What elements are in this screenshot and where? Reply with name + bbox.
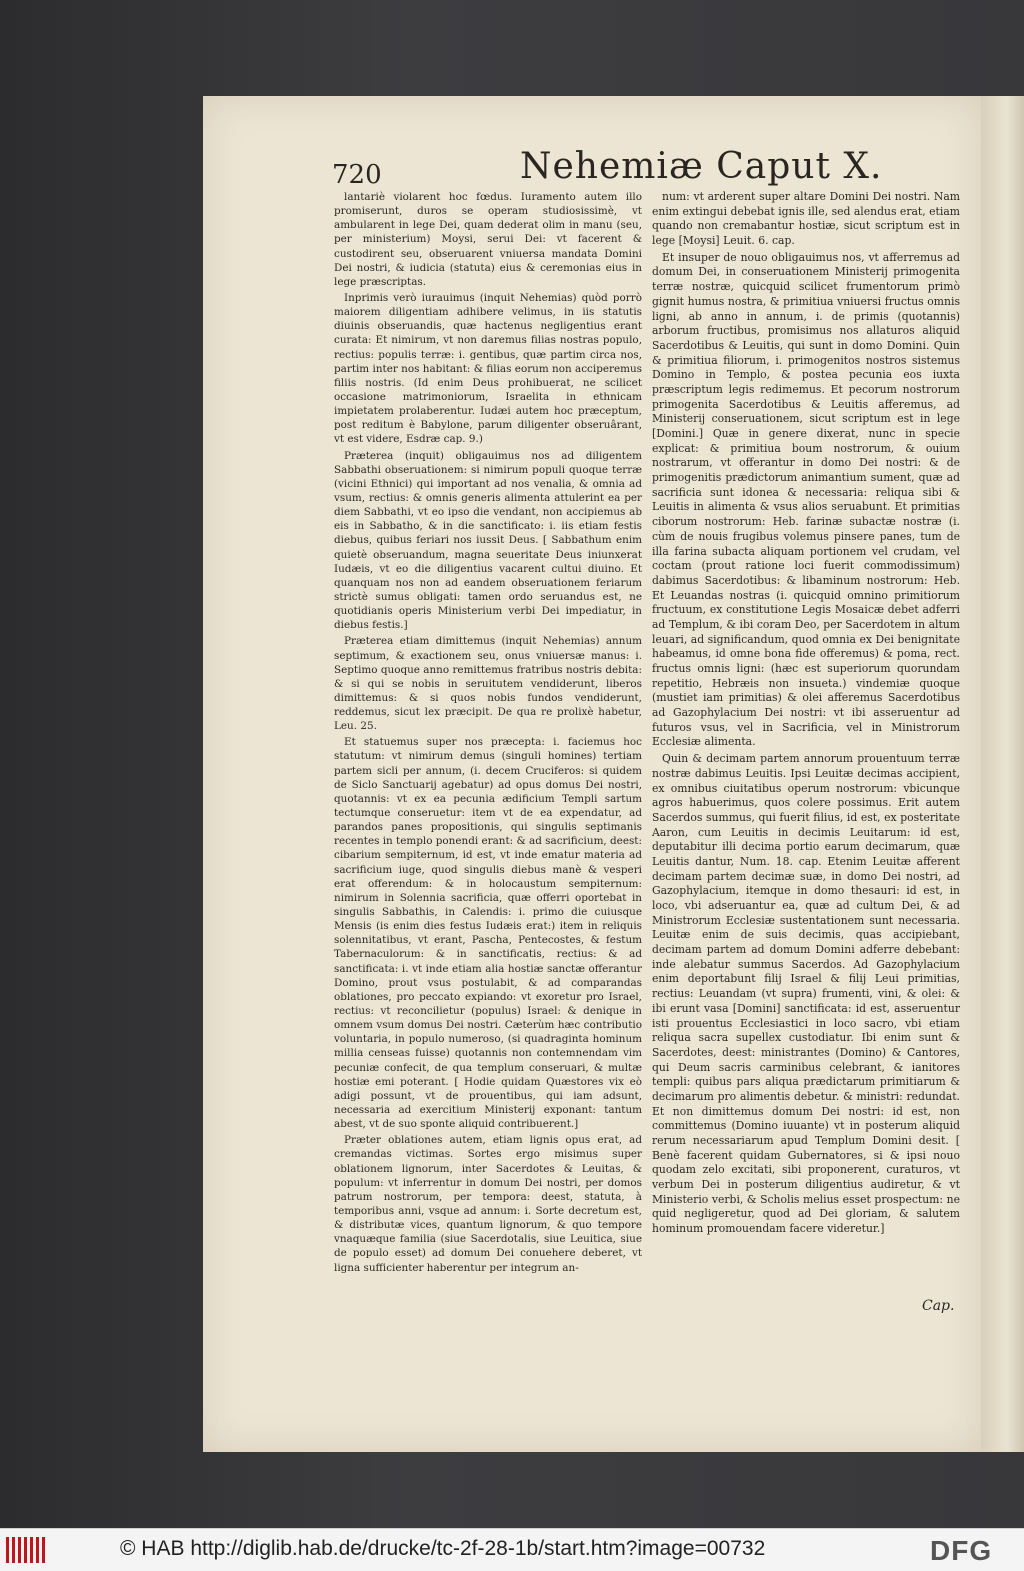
footer-bar (0, 1528, 1024, 1571)
hab-logo-icon (6, 1537, 46, 1563)
paragraph: Præter oblationes autem, etiam lignis opus erat, ad cremandas victimas. Sortes ergo misimus super oblationem lignorum, inter Sacerdotes & Leuitas, & populum: vt inferrentur in domum Dei nostri, per domos patrum nostrorum, per tempora: deest, statuta, à temporibus anni, vsque ad annum: i. Sorte decretum est, & distributæ vices, quantum lignorum, & quo tempore vnaquæque familia (siue Sacerdotalis, siue Leuitica, siue de populo esset) ad domum Dei conuehere deberet, vt ligna sufficienter haberentur per integrum an- (334, 1134, 642, 1274)
paragraph: Præterea (inquit) obligauimus nos ad diligentem Sabbathi obseruationem: si nimirum populi quoque terræ (vicini Ethnici) qui important ad nos venalia, & omnia ad vsum, rectius: & omnis generis alimenta attulerint ea per diem Sabbathi, vt eo ipso die vendant, non accipiemus ab eis in Sabbatho, & in die sanctificato: i. iis etiam festis diebus, quibus feriari nos iussit Deus. [ Sabbathum enim quietè obseruandum, magna seueritate Deus iniunxerat Iudæis, vt eo die diligentius vacarent cultui diuino. Et quanquam nos non ad eandem obseruationem feriarum strictè sumus obligati: tamen ordo seruandus est, ne quotidianis operis Ministerium verbi Dei impediatur, in diebus festis.] (334, 449, 642, 632)
left-text-column (334, 190, 642, 1277)
facing-page-edge (981, 96, 1024, 1452)
paragraph: Inprimis verò iurauimus (inquit Nehemias) quòd porrò maiorem diligentiam adhibere velimus, in iis statutis diuinis obseruandis, quæ hactenus negligentius erant curata: Et nimirum, vt non daremus filias nostras populo, rectius: populis terræ: i. gentibus, quæ partim circa nos, partim inter nos habitant: & filias eorum non acciperemus filiis nostris. (Id enim Deus prohibuerat, ne scilicet occasione matrimoniorum, Israelita in ethnicam impietatem prolaberentur. Iudæi autem hoc præceptum, post reditum è Babylone, parum diligenter obseruârant, vt est videre, Esdræ cap. 9.) (334, 291, 642, 446)
footer-url[interactable]: © HAB http://diglib.hab.de/drucke/tc-2f-28-1b/start.htm?image=00732 (120, 1537, 766, 1560)
paragraph: Et insuper de nouo obligauimus nos, vt afferremus ad domum Dei, in conseruationem Ministerij primogenita terræ nostræ, quicquid scilicet frumentorum primò gignit humus nostra, & primitiua vniuersi fructus omnis ligni, ab anno in annum, i. de primis (quotannis) arborum fructibus, promisimus nos allaturos aliquid Sacerdotibus & Leuitis, qui sunt in domo Domini. Quin & primitiua filiorum, i. primogenitos nostros sistemus Domino in Templo, & postea pecunia eos iuxta præscriptum legis redimemus. Et pecorum nostrorum primogenita Sacerdotibus & Leuitis afferemus, ad Ministerij conseruationem, sicut scriptum est in lege [Domini.] Quæ in genere dixerat, nunc in specie explicat: & primitiua boum nostrorum, & ouium nostrarum, vt offerantur in domo Dei nostri: & de primogenitis prædictorum animantium sument, quæ ad sacrificia sunt idonea & necessaria: reliqua sibi & Leuitis in alimenta & vsus alios seruabunt. Et primitias ciborum nostrorum: Heb. farinæ subactæ nostræ (i. cùm de nouis frugibus volemus pinsere panes, tum de illa farina subacta aliquam portionem vel crudam, vel coctam (prout ratione loci fuerit commodissimum) dabimus Sacerdotibus: & libaminum nostrorum: Heb. Et Leuandas nostras (i. quicquid omnino primitiorum fructuum, ex constitutione Legis Mosaicæ debet adferri ad Templum, & ibi coram Deo, per Sacerdotem in altum leuari, ad significandum, quod omnia ex Dei benignitate habeamus, id omne bona fide offeremus) & poma, rect. fructus omnis ligni: (hæc est superiorum quorundam repetitio, Hebræis non insueta.) vindemiæ quoque (mustiet iam primitias) & olei afferemus Sacerdotibus ad Gazophylacium Dei nostri: vt ibi asseruentur ad futuros vsus, vel in Sacrificia, vel in Ministrorum Ecclesiæ alimenta. (652, 250, 960, 749)
right-text-column (652, 190, 960, 1239)
dfg-logo: DFG (930, 1535, 993, 1566)
paragraph: Et statuemus super nos præcepta: i. faciemus hoc statutum: vt nimirum demus (singuli homines) tertiam partem sicli per annum, (i. decem Cruciferos: si quidem de Siclo Sanctuarij agebatur) ad opus domus Dei nostri, quotannis: vt ex ea pecunia ædificium Templi sartum tectumque conseruetur: item vt de ea expendatur, ad parandos panes propositionis, qui singulis septimanis recentes in templo ponendi erant: & ad sacrificium, deest: cibarium sempiternum, id est, vt inde ematur materia ad sacrificium iuge, quod singulis diebus manè & vesperi erat offerendum: & in holocaustum sempiternum: nimirum in Solennia sacrificia, quæ offerri oportebat in singulis Sabbathis, in Calendis: i. primo die cuiusque Mensis (is enim dies festus Iudæis erat:) item in reliquis solennitatibus, vt erant, Pascha, Pentecostes, & festum Tabernaculorum: & in sanctificatis, rectius: & ad sanctificata: i. vt inde etiam alia hostiæ sanctæ offerantur Domino, prout vsus postulabit, & ad comparandas oblationes, pro peccato expiando: vt exoretur pro Israel, rectius: vt reconcilietur (populus) Israel: & denique in omnem vsum domus Dei nostri. Cæterùm hæc contributio voluntaria, in populo numeroso, (si quadraginta hominum millia censeas fuisse) quotannis non contemnendam vim pecuniæ confecit, de qua templum conseruari, & multæ hostiæ emi poterant. [ Hodie quidam Quæstores vix eò adigi possunt, vt de prouentibus, qui iam adsunt, necessaria ad exercitium Ministerij exponant: tantum abest, vt de suo sponte aliquid contribuerent.] (334, 736, 642, 1131)
paragraph: lantariè violarent hoc fœdus. Iuramento autem illo promiserunt, duros se operam studiosissimè, vt ambularent in lege Dei, quam dederat olim in manu (seu, per ministerium) Moysi, serui Dei: vt facerent & custodirent seu, obseruarent vniuersa mandata Domini Dei nostri, & iudicia (statuta) eius & ceremonias eius in lege præscriptas. (334, 191, 642, 288)
page-number: 720 (332, 160, 382, 190)
catchword: Cap. (922, 1298, 955, 1314)
paragraph: Præterea etiam dimittemus (inquit Nehemias) annum septimum, & exactionem seu, onus vniuersæ manus: i. Septimo quoque anno remittemus fratribus nostris debita: & si qui se nobis in seruitutem vendiderunt, liberos dimittemus: & si quos nobis fundos vendiderunt, reddemus, sicut lex præcipit. De qua re prolixè habetur, Leu. 25. (334, 635, 642, 733)
paragraph: Quin & decimam partem annorum prouentuum terræ nostræ dabimus Leuitis. Ipsi Leuitæ decimas accipient, ex omnibus ciuitatibus operum nostrorum: vbicunque agros habuerimus, quos colere possimus. Erit autem Sacerdos summus, qui fuerit filius, id est, ex posteritate Aaron, cum Leuitis in decimis Leuitarum: id est, deputabitur illi decima portio earum decimarum, quæ Leuitis dantur, Num. 18. cap. Etenim Leuitæ afferent decimam partem decimæ suæ, in domo Dei nostri, ad Gazophylacium, itemque in domo thesauri: id est, in loco, vbi adseruantur ea, quæ ad cultum Dei, & ad Ministrorum Ecclesiæ sustentationem sunt necessaria. Leuitæ enim de suis decimis, quas accipiebant, decimam partem ad domum Domini adferre debebant: inde alebatur summus Sacerdos. Ad Gazophylacium enim deportabunt filij Israel & filij Leui primitias, rectius: Leuandam (vt supra) frumenti, vini, & olei: & ibi erunt vasa [Domini] sanctificata: id est, asseruentur isti prouentus Ecclesiastici in loco sacro, vbi etiam reliqua sacra supellex custodiatur. Ibi enim sunt & Sacerdotes, deest: ministrantes (Domino) & Cantores, qui Deum sacris carminibus celebrant, & ianitores templi: quibus pars aliqua prædictarum primitiarum & decimarum pro alimentis debetur. & ministri: redundat. Et non dimittemus domum Dei nostri: id est, non committemus (Domino iuuante) vt in posterum aliquid rerum necessariarum apud Templum Domini desit. [ Benè facerent quidam Gubernatores, si & ipsi nouo quodam zelo excitati, sibi proponerent, curaturos, vt verbum Dei in posterum diligentius audiretur, & vt Ministerio verbi, & Scholis melius esset prospectum: ne quid negligeretur, quod ad Dei gloriam, & salutem hominum promouendam facere videretur.] (652, 752, 960, 1236)
running-title: Nehemiæ Caput X. (520, 146, 883, 187)
paragraph: num: vt arderent super altare Domini Dei nostri. Nam enim extingui debebat ignis ille, sed alendus erat, etiam quando non cremabantur hostiæ, sicut scriptum est in lege [Moysi] Leuit. 6. cap. (652, 190, 960, 248)
